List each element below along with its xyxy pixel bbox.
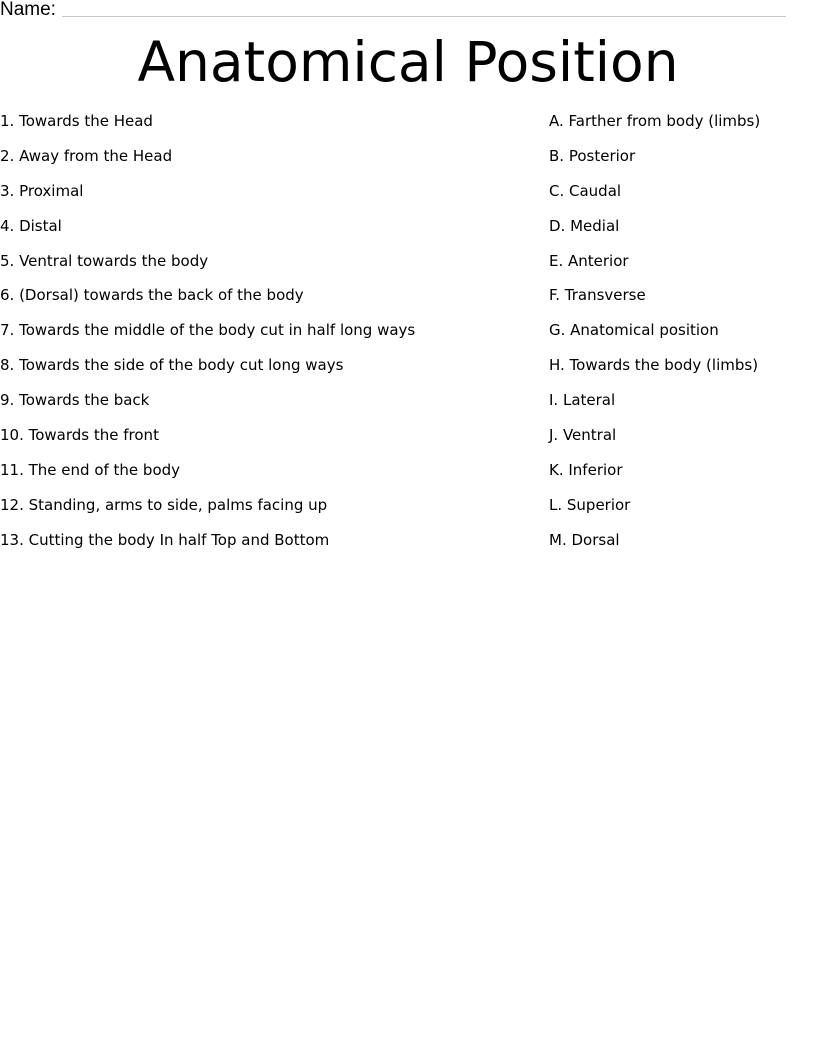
answer-item: M. Dorsal <box>549 530 620 549</box>
clue-item: 11. The end of the body <box>0 460 181 479</box>
answer-item: D. Medial <box>549 216 620 235</box>
answer-item: K. Inferior <box>549 460 623 479</box>
name-label: Name: <box>0 0 56 20</box>
clue-item: 2. Away from the Head <box>0 146 173 165</box>
clue-item: 5. Ventral towards the body <box>0 251 209 270</box>
clue-item: 12. Standing, arms to side, palms facing up <box>0 495 328 514</box>
name-row <box>0 0 786 20</box>
page-title: Anatomical Position <box>137 30 679 94</box>
answer-item: E. Anterior <box>549 251 629 270</box>
clue-list <box>0 112 530 566</box>
name-blank-line <box>62 16 786 17</box>
answer-item: I. Lateral <box>549 391 616 410</box>
clue-item: 3. Proximal <box>0 181 84 200</box>
answer-item: B. Posterior <box>549 146 636 165</box>
answer-item: L. Superior <box>549 495 631 514</box>
clue-item: 1. Towards the Head <box>0 112 153 130</box>
clue-item: 10. Towards the front <box>0 426 159 445</box>
clue-item: 13. Cutting the body In half Top and Bottom <box>0 530 330 549</box>
clue-item: 7. Towards the middle of the body cut in half long ways <box>0 321 416 340</box>
answer-item: G. Anatomical position <box>549 321 719 340</box>
answer-item: H. Towards the body (limbs) <box>549 356 759 375</box>
clue-item: 4. Distal <box>0 216 62 235</box>
answer-item: C. Caudal <box>549 181 622 200</box>
clue-item: 9. Towards the back <box>0 391 150 410</box>
clue-item: 6. (Dorsal) towards the back of the body <box>0 286 304 305</box>
answer-item: A. Farther from body (limbs) <box>549 112 761 130</box>
answer-item: J. Ventral <box>549 426 617 445</box>
answer-list <box>549 112 809 566</box>
clue-item: 8. Towards the side of the body cut long ways <box>0 356 344 375</box>
answer-item: F. Transverse <box>549 286 646 305</box>
